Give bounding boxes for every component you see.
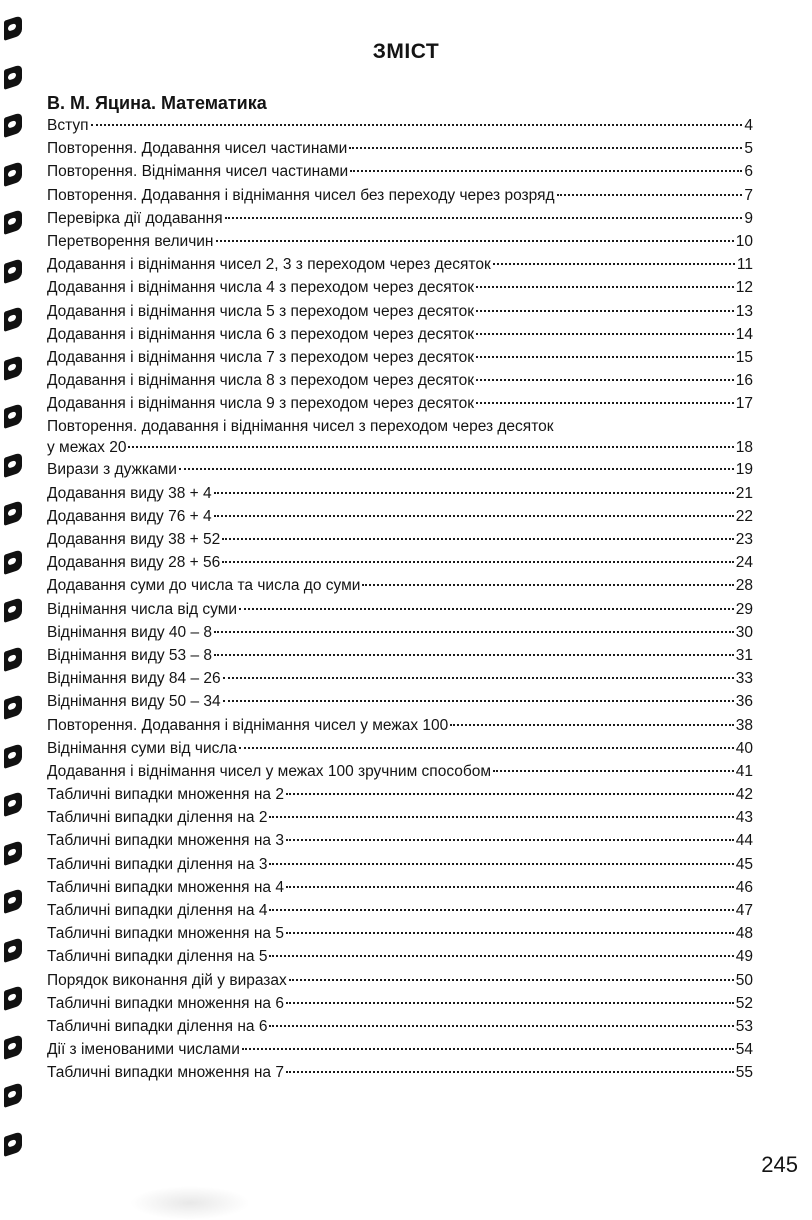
binding-ring	[4, 209, 22, 235]
toc-entry[interactable]	[47, 995, 753, 1018]
toc-entry[interactable]	[47, 117, 753, 140]
binding-ring	[4, 985, 22, 1011]
toc-entry-page: 13	[735, 302, 753, 320]
toc-entry-title: Додавання і віднімання чисел 2, 3 з переходом через десяток	[47, 256, 491, 274]
toc-entry-title: Вступ	[47, 117, 89, 134]
dot-leader	[239, 747, 734, 749]
toc-entry-title: Табличні випадки множення на 3	[47, 832, 284, 850]
toc-entry-page: 22	[735, 507, 753, 525]
toc-entry[interactable]	[47, 233, 753, 256]
dot-leader	[286, 1071, 734, 1073]
binding-ring	[4, 452, 22, 478]
dot-leader	[557, 194, 743, 196]
toc-entry[interactable]	[47, 140, 753, 163]
spiral-binding	[0, 0, 30, 1200]
toc-entry-page: 41	[735, 762, 753, 780]
binding-ring	[4, 743, 22, 769]
toc-entry[interactable]	[47, 902, 753, 925]
toc-entry-title: Табличні випадки ділення на 4	[47, 902, 268, 919]
toc-entry-title: Віднімання виду 53 – 8	[47, 646, 213, 664]
toc-entry-title: Додавання суми до числа та числа до суми	[47, 577, 361, 595]
dot-leader	[91, 124, 743, 126]
dot-leader	[239, 608, 734, 610]
toc-entry-title: Віднімання виду 50 – 34	[47, 693, 221, 711]
toc-entry[interactable]	[47, 879, 753, 902]
toc-entry[interactable]	[47, 832, 753, 855]
toc-entry[interactable]	[47, 395, 753, 418]
toc-entry-title: Дії з іменованими числами	[47, 1041, 240, 1059]
dot-leader	[222, 561, 733, 563]
toc-entry-title: Віднімання виду 40 – 8	[47, 623, 213, 641]
toc-entry[interactable]	[47, 972, 753, 995]
dot-leader	[214, 492, 734, 494]
toc-entry-title: Віднімання числа від суми	[47, 600, 238, 618]
toc-entry[interactable]	[47, 163, 753, 186]
toc-entry-page: 33	[735, 670, 753, 688]
toc-entry-title: Табличні випадки ділення на 6	[47, 1017, 268, 1035]
section-heading: В. М. Яцина. Математика	[47, 93, 267, 113]
toc-entry-page: 16	[735, 372, 753, 390]
dot-leader	[289, 979, 734, 981]
toc-entry-page: 15	[735, 348, 753, 366]
toc-entry-page: 45	[735, 855, 753, 873]
toc-entry-title: Повторення. додавання і віднімання чисел з переходом через десяток	[47, 418, 554, 436]
dot-leader	[223, 700, 734, 702]
toc-entry-page: 44	[735, 832, 753, 850]
toc-entry-page: 46	[735, 878, 753, 896]
toc-entry[interactable]	[47, 326, 753, 349]
scan-smudge	[130, 1186, 250, 1220]
toc-entry-title: Табличні випадки ділення на 2	[47, 809, 268, 827]
toc-entry[interactable]	[47, 740, 753, 763]
dot-leader	[214, 515, 734, 517]
binding-ring	[4, 500, 22, 526]
toc-entry-title: Додавання і віднімання числа 8 з переходом через десяток	[47, 372, 475, 390]
binding-ring	[4, 161, 22, 187]
toc-entry[interactable]	[47, 461, 753, 484]
dot-leader	[476, 286, 734, 288]
toc-entry[interactable]	[47, 763, 753, 786]
toc-entry[interactable]	[47, 210, 753, 233]
binding-ring	[4, 937, 22, 963]
toc-entry-title: Віднімання виду 84 – 26	[47, 670, 221, 688]
toc-entry[interactable]	[47, 531, 753, 554]
toc-entry-title: Порядок виконання дій у виразах	[47, 971, 287, 989]
toc-entry[interactable]	[47, 1018, 753, 1041]
page-title: ЗМІСТ	[372, 40, 440, 63]
toc-entry-page: 47	[735, 902, 753, 919]
dot-leader	[286, 932, 734, 934]
toc-entry-title: Табличні випадки ділення на 3	[47, 855, 268, 873]
binding-ring	[4, 549, 22, 575]
dot-leader	[476, 402, 734, 404]
dot-leader	[286, 793, 734, 795]
dot-leader	[493, 263, 735, 265]
toc-entry-title: Повторення. Додавання і віднімання чисел без переходу через розряд	[47, 186, 555, 204]
toc-entry-page: 14	[735, 325, 753, 343]
toc-entry-page: 48	[735, 925, 753, 943]
dot-leader	[223, 677, 734, 679]
toc-entry[interactable]	[47, 485, 753, 508]
toc-entry[interactable]	[47, 601, 753, 624]
toc-entry[interactable]	[47, 786, 753, 809]
toc-entry-title: Додавання і віднімання числа 6 з переходом через десяток	[47, 325, 475, 343]
toc-entry-title: Табличні випадки множення на 6	[47, 994, 284, 1012]
toc-entry-title-continued: у межах 20	[47, 439, 127, 457]
toc-entry-title: Додавання і віднімання числа 5 з переходом через десяток	[47, 302, 475, 320]
toc-entry-page: 12	[735, 279, 753, 297]
toc-entry[interactable]	[47, 717, 753, 740]
toc-entry-page: 17	[735, 395, 753, 413]
dot-leader	[286, 886, 734, 888]
toc-entry-page: 19	[735, 461, 753, 479]
binding-ring	[4, 64, 22, 90]
toc-entry-page: 5	[744, 140, 753, 158]
binding-ring	[4, 694, 22, 720]
toc-entry-page: 54	[735, 1041, 753, 1059]
binding-ring	[4, 306, 22, 332]
dot-leader	[269, 909, 733, 911]
binding-ring	[4, 1082, 22, 1108]
toc-entry-page: 43	[735, 809, 753, 827]
toc-entry-page: 49	[735, 948, 753, 966]
toc-entry[interactable]	[47, 508, 753, 531]
toc-entry[interactable]	[47, 856, 753, 879]
dot-leader	[286, 1002, 734, 1004]
table-of-contents	[47, 117, 753, 1088]
toc-entry-title: Повторення. Віднімання чисел частинами	[47, 163, 349, 181]
toc-entry-title: Додавання і віднімання чисел у межах 100 зручним способом	[47, 762, 492, 780]
toc-entry[interactable]	[47, 349, 753, 372]
toc-entry-page: 36	[735, 693, 753, 711]
dot-leader	[286, 839, 734, 841]
dot-leader	[225, 217, 743, 219]
dot-leader	[128, 446, 733, 448]
dot-leader	[476, 356, 734, 358]
toc-entry[interactable]	[47, 624, 753, 647]
toc-entry-page: 23	[735, 531, 753, 548]
toc-entry[interactable]	[47, 925, 753, 948]
toc-entry[interactable]	[47, 256, 753, 279]
toc-entry-page: 30	[735, 623, 753, 641]
toc-entry-page: 11	[736, 256, 753, 274]
dot-leader	[476, 310, 734, 312]
toc-entry[interactable]	[47, 809, 753, 832]
dot-leader	[179, 468, 734, 470]
toc-entry[interactable]	[47, 372, 753, 395]
toc-entry[interactable]	[47, 577, 753, 600]
toc-entry-title: Додавання і віднімання числа 4 з переходом через десяток	[47, 279, 475, 297]
toc-entry[interactable]	[47, 554, 753, 577]
toc-entry-title: Табличні випадки ділення на 5	[47, 948, 268, 966]
binding-ring	[4, 112, 22, 138]
dot-leader	[269, 816, 733, 818]
dot-leader	[269, 955, 733, 957]
binding-ring	[4, 646, 22, 672]
toc-entry-title: Додавання і віднімання числа 7 з переходом через десяток	[47, 348, 475, 366]
toc-entry-title: Табличні випадки множення на 4	[47, 878, 284, 896]
toc-entry-title: Повторення. Додавання і віднімання чисел у межах 100	[47, 716, 449, 734]
toc-entry-title: Додавання виду 38 + 4	[47, 484, 212, 502]
toc-entry-page: 31	[735, 646, 753, 664]
binding-ring	[4, 791, 22, 817]
toc-entry-page: 55	[735, 1064, 753, 1082]
toc-entry-page: 40	[735, 739, 753, 757]
toc-entry-page: 6	[744, 163, 753, 181]
toc-entry-page: 29	[735, 600, 753, 618]
dot-leader	[350, 170, 742, 172]
toc-entry-page: 4	[744, 117, 753, 134]
toc-entry-title: Додавання і віднімання числа 9 з переходом через десяток	[47, 395, 475, 413]
dot-leader	[476, 333, 734, 335]
toc-entry[interactable]	[47, 418, 753, 461]
dot-leader	[269, 863, 733, 865]
toc-entry[interactable]	[47, 647, 753, 670]
toc-entry-title: Додавання виду 38 + 52	[47, 531, 221, 548]
binding-ring	[4, 15, 22, 41]
dot-leader	[450, 724, 733, 726]
toc-entry-page: 24	[735, 554, 753, 572]
toc-entry[interactable]	[47, 279, 753, 302]
toc-entry[interactable]	[47, 670, 753, 693]
toc-entry[interactable]	[47, 948, 753, 971]
toc-entry-title: Перетворення величин	[47, 232, 214, 250]
toc-entry-title: Додавання виду 76 + 4	[47, 507, 212, 525]
binding-ring	[4, 258, 22, 284]
toc-entry-page: 10	[735, 232, 753, 250]
toc-entry-title: Перевірка дії додавання	[47, 209, 223, 227]
dot-leader	[493, 770, 734, 772]
toc-entry-page: 53	[735, 1017, 753, 1035]
toc-entry[interactable]	[47, 1041, 753, 1064]
toc-entry[interactable]	[47, 1064, 753, 1087]
dot-leader	[269, 1025, 733, 1027]
dot-leader	[476, 379, 734, 381]
toc-entry-title: Повторення. Додавання чисел частинами	[47, 140, 348, 158]
toc-entry-title: Табличні випадки множення на 7	[47, 1064, 284, 1082]
toc-entry-title: Вирази з дужками	[47, 461, 177, 479]
binding-ring	[4, 1034, 22, 1060]
toc-entry-page: 9	[744, 209, 753, 227]
binding-ring	[4, 840, 22, 866]
toc-entry-page: 50	[735, 971, 753, 989]
toc-entry-title: Табличні випадки множення на 5	[47, 925, 284, 943]
dot-leader	[214, 631, 734, 633]
toc-entry[interactable]	[47, 693, 753, 716]
toc-entry-title: Табличні випадки множення на 2	[47, 786, 284, 804]
toc-entry-page: 52	[735, 994, 753, 1012]
toc-entry-title: Віднімання суми від числа	[47, 739, 238, 757]
toc-entry-page: 18	[735, 439, 753, 457]
toc-entry[interactable]	[47, 187, 753, 210]
dot-leader	[214, 654, 734, 656]
dot-leader	[222, 538, 733, 540]
binding-ring	[4, 597, 22, 623]
dot-leader	[242, 1048, 734, 1050]
binding-ring	[4, 888, 22, 914]
page-number: 245	[761, 1152, 798, 1177]
binding-ring	[4, 403, 22, 429]
dot-leader	[362, 584, 733, 586]
binding-ring	[4, 1131, 22, 1157]
dot-leader	[349, 147, 742, 149]
toc-entry-page: 7	[744, 186, 753, 204]
toc-entry[interactable]	[47, 303, 753, 326]
toc-entry-page: 42	[735, 786, 753, 804]
toc-entry-page: 28	[735, 577, 753, 595]
toc-entry-page: 21	[735, 484, 753, 502]
toc-entry-page: 38	[735, 716, 753, 734]
toc-entry-title: Додавання виду 28 + 56	[47, 554, 221, 572]
dot-leader	[216, 240, 734, 242]
binding-ring	[4, 355, 22, 381]
